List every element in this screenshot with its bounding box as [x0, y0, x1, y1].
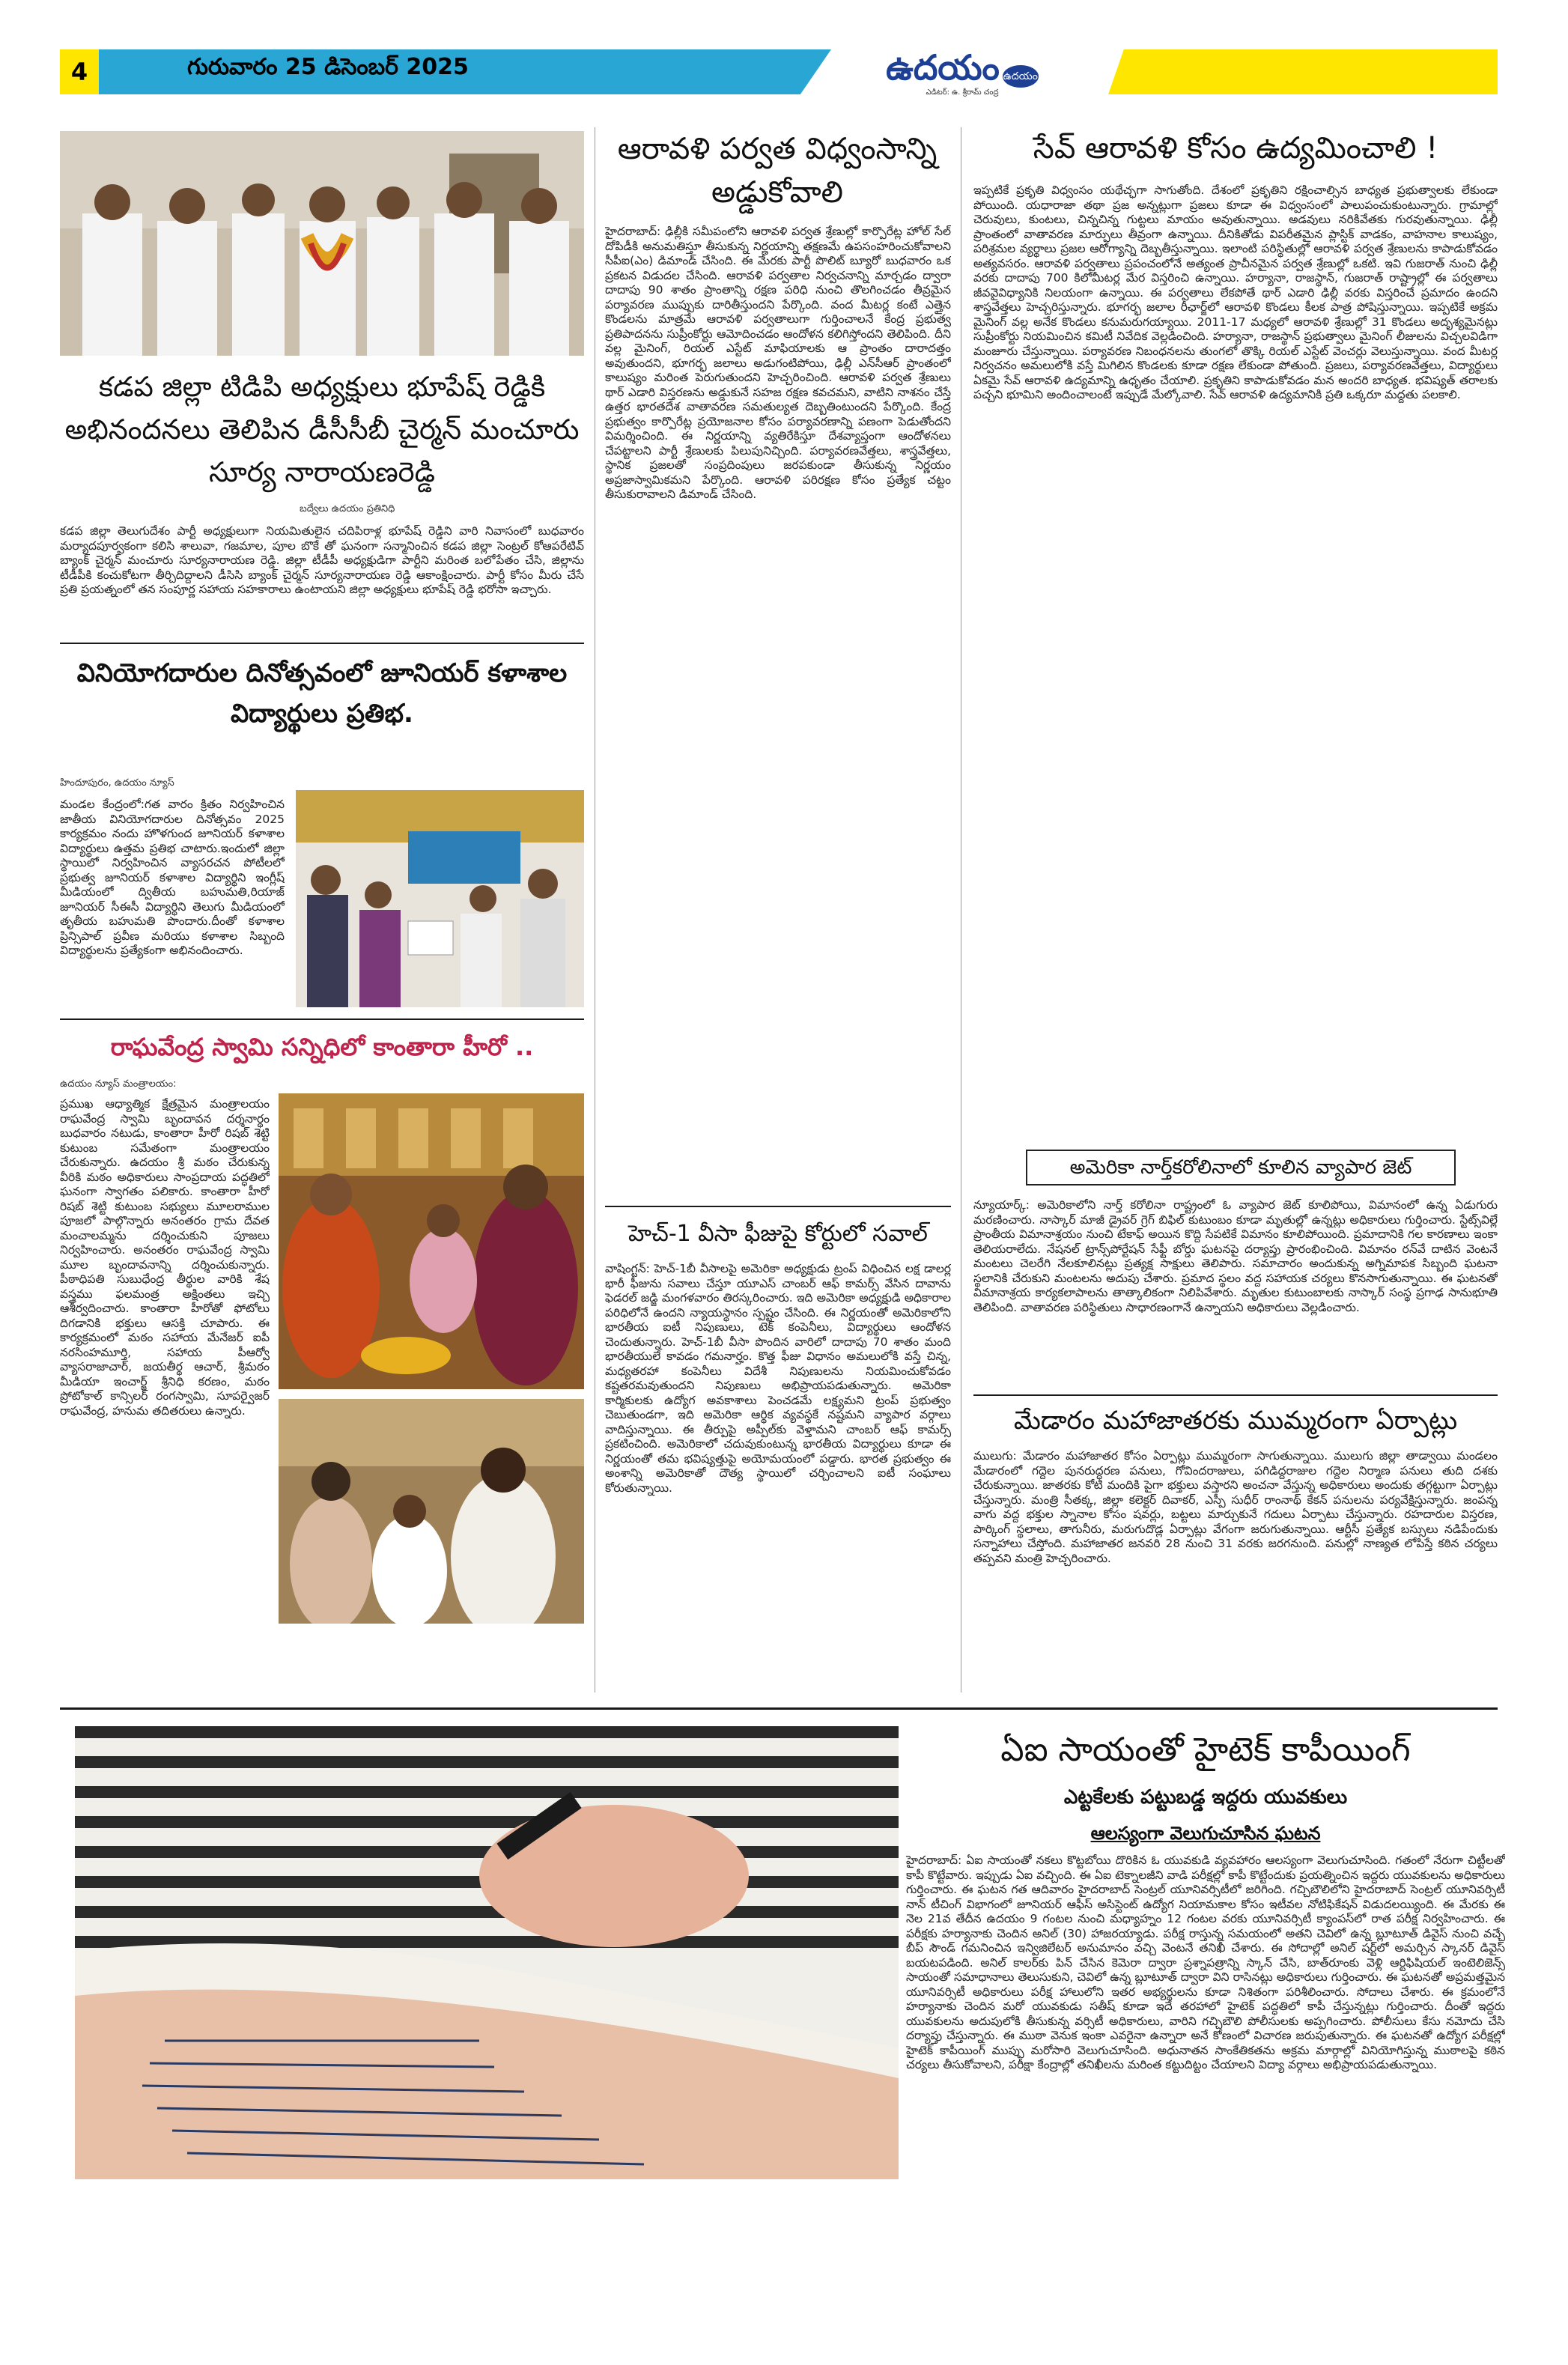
divider: [973, 1394, 1498, 1396]
masthead-logo: [835, 46, 1090, 99]
story5-headline: హెచ్-1 వీసా ఫీజుపై కోర్టులో సవాల్: [628, 1221, 928, 1247]
story3-photo-2: [279, 1399, 584, 1624]
story4-headline: ఆరావళి పర్వత విధ్వంసాన్ని అడ్డుకోవాలి: [617, 132, 938, 210]
hero-with-seer-image: [279, 1093, 584, 1389]
logo-badge: ఉదయం: [1003, 65, 1039, 88]
story7-headline: అమెరికా నార్త్‌కరోలినాలో కూలిన వ్యాపార జెట్: [1026, 1150, 1456, 1185]
arm-with-writing-image: [75, 1726, 899, 2179]
story4-body: హైదరాబాద్: ఢిల్లీకి సమీపంలోని ఆరావళి పర్వత శ్రేణుల్లో కార్పొరేట్ల హోల్ సేల్ దోపిడీకి అనుమతిస్తూ తీసుకున్న నిర్ణయాన్ని తక్షణమే ఉపసంహరించుకోవాలని సీపీఐ(ఎం) డిమాండ్ చేసింది. ఈ మేరకు పార్టీ పొలిట్ బ్యూరో బుధవారం ఒక ప్రకటన విడుదల చేసింది. ఆరావళి పర్వతాల నిర్వచనాన్ని మార్చడం ద్వారా దాదాపు 90 శాతం ప్రాంతాన్ని రక్షణ పరిధి నుంచి తొలగించడం తీవ్రమైన పర్యావరణ ముప్పుకు దారితీస్తుందని పేర్కొంది. వంద మీటర్ల కంటే ఎత్తైన కొండలను మాత్రమే ఆరావళి పర్వతాలుగా గుర్తించాలనే కేంద్ర ప్రభుత్వ ప్రతిపాదనను సుప్రీంకోర్టు ఆమోదించడం ఆందోళన కలిగిస్తోందని తెలిపింది. దీని వల్ల మైనింగ్, రియల్ ఎస్టేట్ మాఫియాలకు ఆ ప్రాంతం దారాదత్తం అవుతుందని, భూగర్భ జలాలు అడుగంటిపోయి, ఢిల్లీ ఎన్‌సీఆర్ ప్రాంతంలో కాలుష్యం మరింత పెరుగుతుందని హెచ్చరించింది. ఆరావళి పర్వత శ్రేణులు థార్ ఎడారి విస్తరణను అడ్డుకునే సహజ రక్షణ కవచమని, వాటిని నాశనం చేస్తే ఉత్తర భారతదేశ వాతావరణ సమతుల్యత దెబ్బతింటుందని పేర్కొంది. కేంద్ర ప్రభుత్వం కార్పొరేట్ల ప్రయోజనాల కోసం పర్యావరణాన్ని పణంగా పెడుతోందని విమర్శించింది. ఈ నిర్ణయాన్ని వ్యతిరేకిస్తూ దేశవ్యాప్తంగా ఆందోళనలు చేపట్టాలని పార్టీ శ్రేణులకు పిలుపునిచ్చింది. పర్యావరణవేత్తలు, శాస్త్రవేత్తలు, స్థానిక ప్రజలతో సంప్రదింపులు జరపకుండా తీసుకున్న నిర్ణయం అప్రజాస్వామికమని పేర్కొంది. ఆరావళి పరిరక్షణ కోసం ప్రత్యేక చట్టం తీసుకురావాలని డిమాండ్ చేసింది.: [605, 225, 951, 501]
story1-photo: [60, 131, 584, 356]
students-award-image: [296, 790, 584, 1007]
story3-byline: ఉదయం న్యూస్ మంత్రాలయం:: [60, 1078, 177, 1090]
story2-body: మండల కేంద్రంలో:గత వారం క్రితం నిర్వహించిన జాతీయ వినియోగదారుల దినోత్సవం 2025 కార్యక్రమం నందు హొళగుంద జూనియర్ కళాశాల విద్యార్థులు ఉత్తమ ప్రతిభ చాటారు.ఇందులో జిల్లా స్థాయిలో నిర్వహించిన వ్యాసరచన పోటీలలో ప్రభుత్వ జూనియర్ కళాశాల విద్యార్థిని ఇంగ్లీష్ మీడియంలో ద్వితీయ బహుమతి,రియాజ్ జూనియర్ సీఈసీ విద్యార్థిని తెలుగు మీడియంలో తృతీయ బహుమతి పొందారు.దీంతో కళాశాల ప్రిన్సిపాల్ ప్రవీణ మరియు కళాశాల సిబ్బంది విద్యార్థులను ప్రత్యేకంగా అభినందించారు.: [60, 798, 285, 957]
story9-photo: [75, 1726, 899, 2179]
story8-headline: మేడారం మహాజాతరకు ముమ్మరంగా ఏర్పాట్లు: [1013, 1406, 1458, 1436]
story8-body: ములుగు: మేడారం మహాజాతర కోసం ఏర్పాట్లు ముమ్మరంగా సాగుతున్నాయి. ములుగు జిల్లా తాడ్వాయి మండలం మేడారంలో గద్దెల పునరుద్ధరణ పనులు, గోవిందరాజులు, పగిడిద్దరాజుల గద్దెల నిర్మాణ పనులు తుది దశకు చేరుకున్నాయి. జాతరకు కోటి మందికి పైగా భక్తులు వస్తారని అంచనా వేస్తున్న అధికారులు అందుకు తగ్గట్టుగా ఏర్పాట్లు చేస్తున్నారు. మంత్రి సీతక్క, జిల్లా కలెక్టర్ దివాకర్, ఎస్పీ సుధీర్ రాంనాథ్ కేకన్ పనులను పర్యవేక్షిస్తున్నారు. జంపన్న వాగు వద్ద భక్తుల స్నానాల కోసం షవర్లు, బట్టలు మార్చుకునే గదులు ఏర్పాటు చేస్తున్నారు. రహదారుల విస్తరణ, పార్కింగ్ స్థలాలు, తాగునీరు, మరుగుదొడ్ల ఏర్పాట్లు వేగంగా జరుగుతున్నాయి. ఆర్టీసీ ప్రత్యేక బస్సులు నడిపేందుకు సన్నాహాలు చేస్తోంది. మహాజాతర జనవరి 28 నుంచి 31 వరకు జరగనుంది. పనుల్లో నాణ్యత లోపిస్తే కఠిన చర్యలు తప్పవని మంత్రి హెచ్చరించారు.: [973, 1449, 1498, 1565]
header-band-yellow: [1108, 49, 1498, 94]
story6-body: ఇప్పటికే ప్రకృతి విధ్వంసం యథేచ్ఛగా సాగుతోంది. దేశంలో ప్రకృతిని రక్షించాల్సిన బాధ్యత ప్రభుత్వాలకు లేకుండా పోయింది. యధారాజా తథా ప్రజ అన్నట్లుగా ప్రజలు కూడా ఈ విధ్వంసంలో పాలుపంచుకుంటున్నారు. గ్రామాల్లో చెరువులు, కుంటలు, చిన్నచిన్న గుట్టలు మాయం అవుతున్నాయి. అడవులు నరికివేతకు గురవుతున్నాయి. ఢిల్లీ ప్రాంతంలో వాతావరణ మార్పులు తీవ్రంగా ఉన్నాయి. దీనికితోడు విపరీతమైన ప్లాస్టిక్ వాడకం, వాహనాల కాలుష్యం, పరిశ్రమల వ్యర్థాలు ప్రజల ఆరోగ్యాన్ని దెబ్బతీస్తున్నాయి. ఇలాంటి పరిస్థితుల్లో ఆరావళి పర్వత శ్రేణులను కాపాడుకోవడం అత్యవసరం. ఆరావళి పర్వతాలు ప్రపంచంలోనే అత్యంత ప్రాచీనమైన పర్వత శ్రేణుల్లో ఒకటి. ఇవి గుజరాత్ నుంచి ఢిల్లీ వరకు దాదాపు 700 కిలోమీటర్ల మేర విస్తరించి ఉన్నాయి. హర్యానా, రాజస్థాన్, గుజరాత్ రాష్ట్రాల్లో ఈ పర్వతాలు జీవవైవిధ్యానికి నిలయంగా ఉన్నాయి. ఈ పర్వతాలు లేకపోతే థార్ ఎడారి ఢిల్లీ వరకు విస్తరించే ప్రమాదం ఉందని శాస్త్రవేత్తలు హెచ్చరిస్తున్నారు. భూగర్భ జలాల రీఛార్జ్‌లో ఆరావళి కొండలు కీలక పాత్ర పోషిస్తున్నాయి. ఇప్పటికే అక్రమ మైనింగ్ వల్ల అనేక కొండలు కనుమరుగయ్యాయి. 2011-17 మధ్యలో ఆరావళి శ్రేణుల్లో 31 కొండలు అదృశ్యమైనట్లు సుప్రీంకోర్టు నియమించిన కమిటీ నివేదిక వెల్లడించింది. హర్యానా, రాజస్థాన్ ప్రభుత్వాలు మైనింగ్ లీజులను విచ్చలవిడిగా మంజూరు చేస్తున్నాయి. పర్యావరణ నిబంధనలను తుంగలో తొక్కి రియల్ ఎస్టేట్ వెంచర్లు వెలుస్తున్నాయి. వంద మీటర్ల నిర్వచనం అమలులోకి వస్తే మిగిలిన కొండలకు కూడా రక్షణ లేకుండా పోతుంది. ప్రజలు, పర్యావరణవేత్తలు, విద్యార్థులు ఏకమై సేవ్ ఆరావళి ఉద్యమాన్ని ఉధృతం చేయాలి. ప్రకృతిని కాపాడుకోవడం మన అందరి బాధ్యత. భవిష్యత్ తరాలకు పచ్చని భూమిని అందించాలంటే ఇప్పుడే మేల్కోవాలి. సేవ్ ఆరావళి ఉద్యమానికి ప్రతి ఒక్కరూ మద్దతు పలకాలి.: [973, 183, 1498, 401]
story1-body: కడప జిల్లా తెలుగుదేశం పార్టీ అధ్యక్షులుగా నియమితులైన చదిపిరాళ్ల భూపేష్ రెడ్డిని వారి నివాసంలో బుధవారం మర్యాదపూర్వకంగా కలిసి శాలువా, గజమాల, పూల బొకే తో ఘనంగా సన్మానించిన కడప జిల్లా సెంట్రల్ కోఆపరేటివ్ బ్యాంక్ చైర్మన్ మంచూరు సూర్యనారాయణ రెడ్డి. జిల్లా టీడీపీ అధ్యక్షుడిగా పార్టీని మరింత బలోపేతం చేసి, జిల్లాను టీడీపీకి కంచుకోటగా తీర్చిదిద్దాలని డీసిసి బ్యాంక్ చైర్మన్ సూర్యనారాయణ రెడ్డి ఆకాంక్షించారు. పార్టీ కోసం మీరు చేసే ప్రతి ప్రయత్నంలో తన సంపూర్ణ సహాయ సహకారాలు ఉంటాయని జిల్లా అధ్యక్షులు భూపేష్ రెడ్డి భరోసా ఇచ్చారు.: [60, 524, 584, 596]
divider: [60, 1018, 584, 1020]
story2-byline: హిందూపురం, ఉదయం న్యూస్: [60, 777, 174, 789]
issue-date: గురువారం 25 డిసెంబర్ 2025: [187, 54, 469, 80]
section-divider: [60, 1707, 1498, 1710]
story3-body-left: ప్రముఖ ఆధ్యాత్మిక క్షేత్రమైన మంత్రాలయం రాఘవేంద్ర స్వామి బృందావన దర్శనార్థం బుధవారం నటుడు, కాంతారా హీరో రిషబ్ శెట్టి కుటుంబ సమేతంగా మంత్రాలయం చేరుకున్నారు. ఉదయం శ్రీ మఠం చేరుకున్న వీరికి మఠం అధికారులు సాంప్రదాయ పద్ధతిలో ఘనంగా స్వాగతం పలికారు. కాంతారా హీరో రిషబ్ శెట్టి కుటుంబ సభ్యులు మూలరాముల పూజలో పాల్గొన్నారు అనంతరం గ్రామ దేవత మంచాలమ్మను దర్శించుకుని పూజలు నిర్వహించారు. అనంతరం రాఘవేంద్ర స్వామి మూల బృందావనాన్ని దర్శించుకున్నారు. పీఠాధిపతి సుబుధేంద్ర తీర్థుల వారికి శేష వస్త్రము ఫలమంత్ర అక్షింతలు ఇచ్చి ఆశీర్వదించారు. కాంతారా హీరోతో ఫోటోలు దిగడానికి భక్తులు ఆసక్తి చూపారు. ఈ కార్యక్రమంలో మఠం సహాయ మేనేజర్ ఐపీ నరసింహమూర్తి, సహాయ పీఆర్వో వ్యాసరాజాచార్, జయతీర్థ ఆచార్, శ్రీమఠం మీడియా ఇంచార్జ్ శ్రీనిధి కరణం, మఠం ప్రోటోకాల్ కాన్సిలర్ రంగస్వామి, సూపర్వైజర్ రాఘవేంద్ర, హనుమ తదితరులు ఉన్నారు.: [60, 1097, 270, 1418]
story9-subhead: ఎట్టకేలకు పట్టుబడ్డ ఇద్దరు యువకులు: [1063, 1786, 1348, 1809]
story9-subhead2: ఆలస్యంగా వెలుగుచూసిన ఘటన: [1090, 1823, 1321, 1844]
story1-byline: బద్వేలు ఉదయం ప్రతినిధి: [300, 503, 395, 514]
divider: [605, 1206, 951, 1207]
story3-headline: రాఘవేంద్ర స్వామి సన్నిధిలో కాంతారా హీరో ..: [110, 1033, 534, 1061]
page-header: [60, 47, 1498, 97]
story6-headline: సేవ్ ఆరావళి కోసం ఉద్యమించాలి !: [1033, 131, 1438, 166]
group-felicitation-image: [60, 131, 584, 356]
story2-photo: [296, 790, 584, 1007]
logo-tagline: ఎడిటర్: ఉ. శ్రీరామ్ చంద్ర: [926, 88, 999, 97]
story2-headline: వినియోగదారుల దినోత్సవంలో జూనియర్ కళాశాల విద్యార్థులు ప్రతిభ.: [76, 658, 568, 729]
story9-body: హైదరాబాద్: ఏఐ సాయంతో నకలు కొట్టబోయి దొరికిన ఓ యువకుడి వ్యవహారం ఆలస్యంగా వెలుగుచూసింది. గతంలో నేరుగా చిట్టీలతో కాపీ కొట్టేవారు. ఇప్పుడు ఏఐ వచ్చింది. ఈ ఏఐ టెక్నాలజీని వాడి పరీక్షల్లో కాపీ కొట్టేందుకు ప్రయత్నించిన ఇద్దరు యువకులను అధికారులు గుర్తించారు. ఈ ఘటన గత ఆదివారం హైదరాబాద్ సెంట్రల్ యూనివర్సిటీలో జరిగింది. గచ్చిబౌలిలోని హైదరాబాద్ సెంట్రల్ యూనివర్సిటీ నాన్ టీచింగ్ విభాగంలో జూనియర్ ఆఫీస్ అసిస్టెంట్ ఉద్యోగ నియామకాల కోసం ఇటీవల నోటిఫికేషన్ విడుదలయ్యింది. ఈ మేరకు ఈ నెల 21వ తేదీన ఉదయం 9 గంటల నుంచి మధ్యాహ్నం 12 గంటల వరకు యూనివర్సిటీ క్యాంపస్‌లో రాత పరీక్ష నిర్వహించారు. ఈ పరీక్షకు హర్యానాకు చెందిన అనిల్ (30) హాజరయ్యాడు. పరీక్ష రాస్తున్న సమయంలో అతని చెవిలో ఉన్న బ్లూటూత్ డివైస్ నుంచి వచ్చే బీప్ సౌండ్ గమనించిన ఇన్విజిలేటర్ అనుమానం వచ్చి వెంటనే తనిఖీ చేశారు. ఈ సోదాల్లో అనిల్ షర్ట్‌లో అమర్చిన స్కానర్ డివైస్ బయటపడింది. అనిల్ కాలర్‌కు పిన్ చేసిన కెమెరా ద్వారా ప్రశ్నాపత్రాన్ని స్కాన్ చేసి, బాత్‌రూంకు వెళ్లి ఆర్టిఫిషియల్ ఇంటెలిజెన్స్ సాయంతో సమాధానాలు తెలుసుకుని, చెవిలో ఉన్న బ్లూటూత్ ద్వారా విని రాసినట్లు అధికారులు గుర్తించారు. ఈ ఘటనతో అప్రమత్తమైన యూనివర్సిటీ అధికారులు పరీక్ష హాలులోని ఇతర అభ్యర్థులను కూడా నిశితంగా పరిశీలించారు. సోదాలు చేశారు. ఈ క్రమంలోనే హర్యానాకు చెందిన మరో యువకుడు సతీష్ కూడా ఇదే తరహాలో హైటెక్ పద్ధతిలో కాపీ చేస్తున్నట్లు గుర్తించారు. దీంతో ఇద్దరు యువకులను అదుపులోకి తీసుకున్న వర్సిటీ అధికారులు, వారిని గచ్చిబౌలి పోలీసులకు అప్పగించారు. పోలీసులు కేసు నమోదు చేసి దర్యాప్తు చేస్తున్నారు. ఈ ముఠా వెనుక ఇంకా ఎవరైనా ఉన్నారా అనే కోణంలో విచారణ జరుపుతున్నారు. ఈ ఘటనతో ఉద్యోగ పరీక్షల్లో హైటెక్ కాపీయింగ్ ముప్పు మరోసారి వెలుగుచూసింది. అధునాతన సాంకేతికతను అక్రమ మార్గాల్లో వినియోగిస్తున్న ముఠాలపై కఠిన చర్యలు తీసుకోవాలని, పరీక్షా కేంద్రాల్లో తనిఖీలను మరింత కట్టుదిట్టం చేయాలని విద్యా వర్గాలు అభిప్రాయపడుతున్నాయి.: [906, 1854, 1505, 2071]
story9-headline: ఏఐ సాయంతో హైటెక్ కాపీయింగ్: [1000, 1731, 1411, 1769]
story3-photo-1: [279, 1093, 584, 1389]
story7-body: న్యూయార్క్: అమెరికాలోని నార్త్ కరోలినా రాష్ట్రంలో ఓ వ్యాపార జెట్ కూలిపోయి, విమానంలో ఉన్న ఏడుగురు మరణించారు. నాస్కార్ మాజీ డ్రైవర్ గ్రెగ్ బిఫిల్ కుటుంబం కూడా మృతుల్లో ఉన్నట్లు అధికారులు గుర్తించారు. స్టేట్స్‌విల్లే ప్రాంతీయ విమానాశ్రయం నుంచి టేకాఫ్ అయిన కొద్ది సేపటికే విమానం కూలిపోయింది. ప్రమాదానికి గల కారణాలు ఇంకా తెలియరాలేదు. నేషనల్ ట్రాన్స్‌పోర్టేషన్ సేఫ్టీ బోర్డు ఘటనపై దర్యాప్తు ప్రారంభించింది. విమానం రన్‌వే దాటిన వెంటనే మంటలు చెలరేగి నేలకూలినట్లు ప్రత్యక్ష సాక్షులు తెలిపారు. సమాచారం అందుకున్న అగ్నిమాపక సిబ్బంది ఘటనా స్థలానికి చేరుకుని మంటలను అదుపు చేశారు. ప్రమాద స్థలం వద్ద సహాయక చర్యలు కొనసాగుతున్నాయి. ఈ ఘటనతో విమానాశ్రయ కార్యకలాపాలను తాత్కాలికంగా నిలిపివేశారు. మృతుల కుటుంబాలకు నాస్కార్ సంస్థ ప్రగాఢ సానుభూతి తెలిపింది. వాతావరణ పరిస్థితులు సాధారణంగానే ఉన్నాయని అధికారులు వెల్లడించారు.: [973, 1198, 1498, 1314]
page-number: 4: [60, 49, 99, 94]
story1-headline: కడప జిల్లా టిడిపి అధ్యక్షులు భూపేష్ రెడ్డికి అభినందనలు తెలిపిన డీసీసీబీ చైర్మన్ మంచూరు సూర్య నారాయణరెడ్డి: [64, 371, 580, 488]
hero-family-image: [279, 1399, 584, 1624]
logo-text: ఉదయం: [886, 47, 1000, 88]
divider: [60, 643, 584, 644]
story5-body: వాషింగ్టన్: హెచ్-1బీ వీసాలపై అమెరికా అధ్యక్షుడు ట్రంప్ విధించిన లక్ష డాలర్ల భారీ ఫీజును సవాలు చేస్తూ యూఎస్ చాంబర్ ఆఫ్ కామర్స్ వేసిన దావాను ఫెడరల్ జడ్జి మంగళవారం తిరస్కరించారు. ఇది అమెరికా అధ్యక్షుడి అధికారాల పరిధిలోనే ఉందని న్యాయస్థానం స్పష్టం చేసింది. ఈ నిర్ణయంతో అమెరికాలోని భారతీయ ఐటీ నిపుణులు, టెక్ కంపెనీలు, విద్యార్థులు ఆందోళన చెందుతున్నారు. హెచ్-1బీ వీసా పొందిన వారిలో దాదాపు 70 శాతం మంది భారతీయులే కావడం గమనార్హం. కొత్త ఫీజు విధానం అమలులోకి వస్తే చిన్న, మధ్యతరహా కంపెనీలు విదేశీ నిపుణులను నియమించుకోవడం కష్టతరమవుతుందని నిపుణులు అభిప్రాయపడుతున్నారు. అమెరికా కార్మికులకు ఉద్యోగ అవకాశాలు పెంచడమే లక్ష్యమని ట్రంప్ ప్రభుత్వం చెబుతుండగా, ఇది అమెరికా ఆర్థిక వ్యవస్థకే నష్టమని వ్యాపార వర్గాలు వాదిస్తున్నాయి. ఈ తీర్పుపై అప్పీల్‌కు వెళ్తామని చాంబర్ ఆఫ్ కామర్స్ ప్రకటించింది. అమెరికాలో చదువుకుంటున్న భారతీయ విద్యార్థులు కూడా ఈ నిర్ణయంతో తమ భవిష్యత్తుపై అయోమయంలో పడ్డారు. భారత ప్రభుత్వం ఈ అంశాన్ని అమెరికాతో దౌత్య స్థాయిలో చర్చించాలని ఐటీ సంఘాలు కోరుతున్నాయి.: [605, 1262, 951, 1495]
